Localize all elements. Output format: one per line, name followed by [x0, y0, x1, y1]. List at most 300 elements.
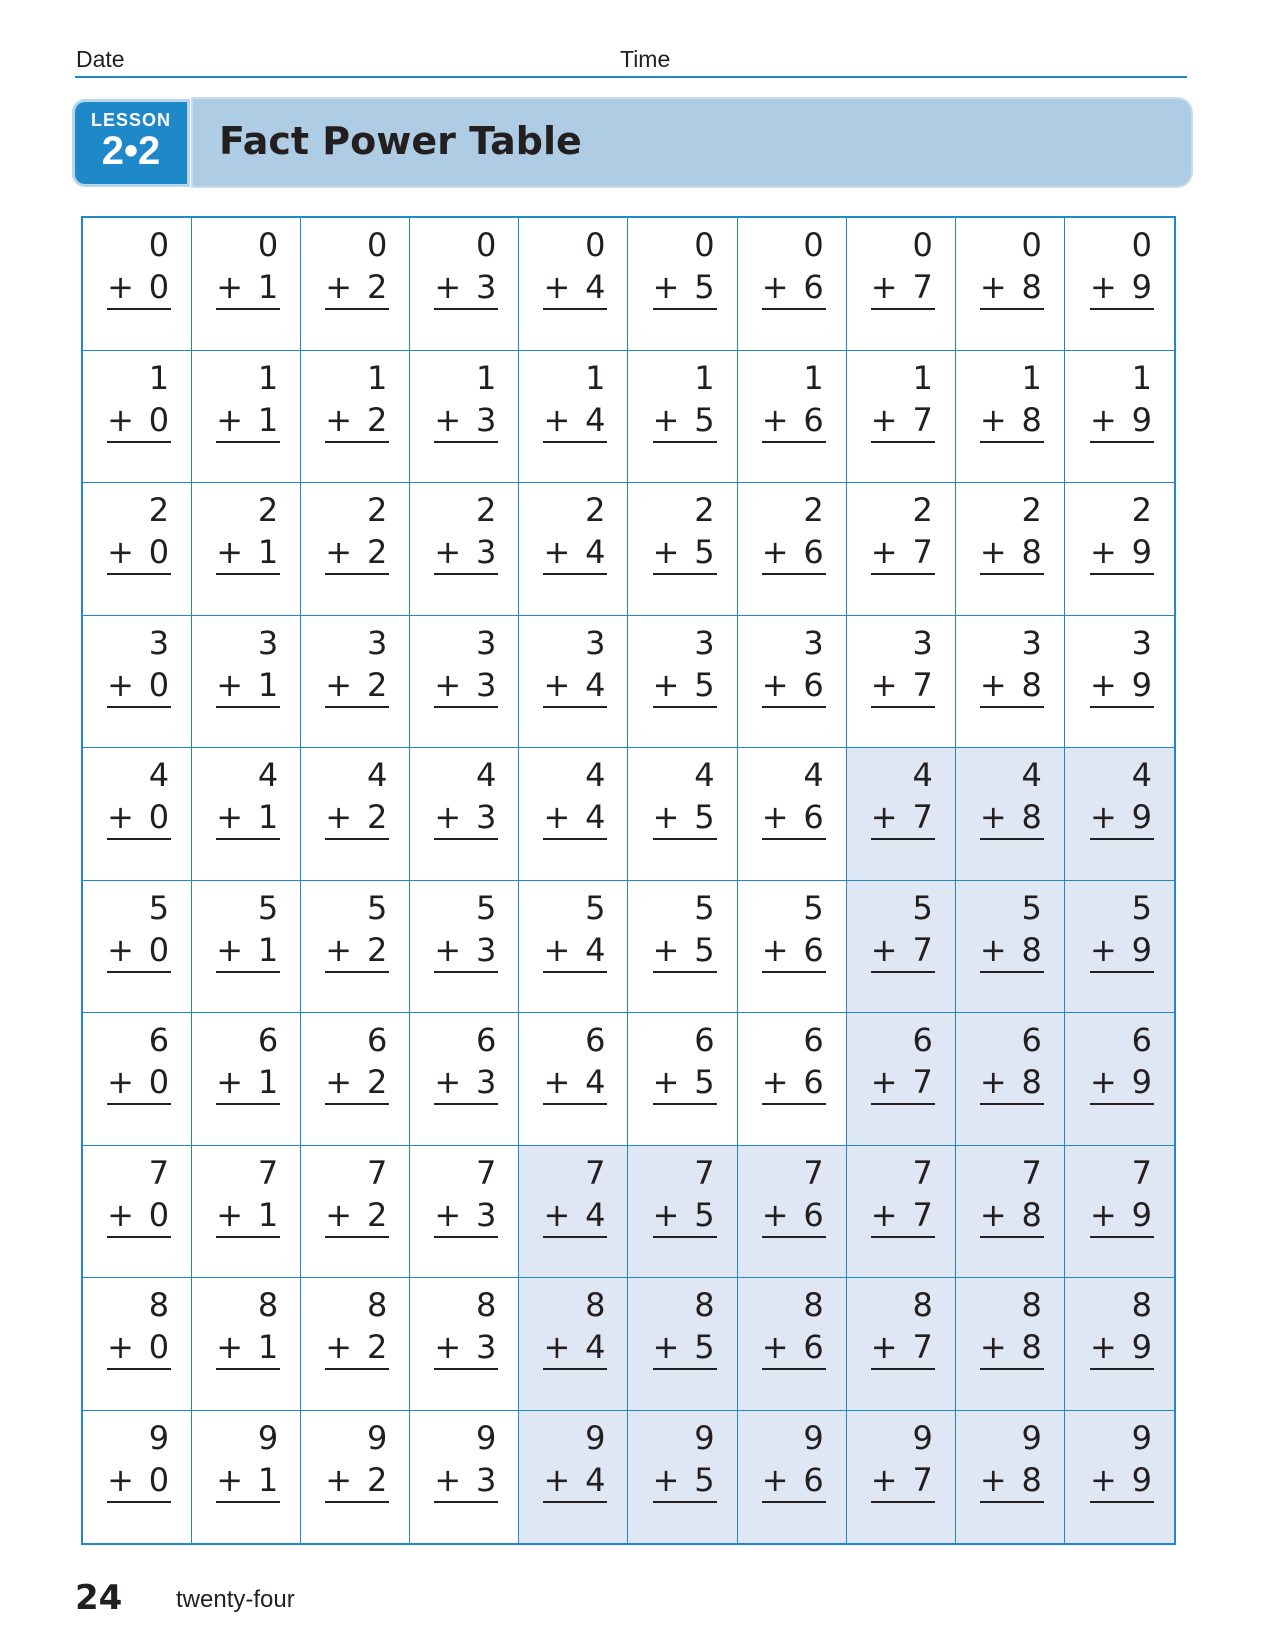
addend-bottom-line	[762, 1061, 826, 1105]
addend-top: 2	[803, 491, 824, 529]
addend-bottom: 5	[694, 400, 715, 439]
addend-top: 7	[366, 1153, 388, 1192]
addend-bottom: 0	[148, 1195, 170, 1234]
fact-cell	[410, 881, 519, 1014]
addend-top: 8	[803, 1286, 824, 1324]
addition-fact	[216, 1284, 280, 1370]
addend-top: 7	[912, 1153, 933, 1192]
addend-bottom-line	[1090, 664, 1154, 708]
fact-cell	[847, 1146, 956, 1279]
addend-bottom: 2	[366, 1195, 388, 1234]
lesson-word: LESSON	[90, 110, 171, 130]
plus-sign: +	[107, 533, 134, 571]
fact-cell	[519, 1146, 628, 1279]
addition-fact	[107, 224, 171, 310]
addition-fact	[325, 224, 389, 310]
addend-top: 9	[476, 1418, 497, 1457]
addend-top: 9	[585, 1418, 606, 1457]
addition-fact	[216, 1152, 280, 1238]
addend-bottom-line	[1090, 266, 1154, 310]
fact-power-table	[81, 216, 1176, 1545]
addend-top: 0	[476, 226, 497, 264]
addend-top: 5	[803, 888, 824, 927]
plus-sign: +	[325, 533, 353, 571]
plus-sign: +	[1089, 400, 1117, 439]
addend-bottom-line	[216, 1061, 280, 1105]
addend-bottom: 4	[585, 798, 606, 836]
addend-bottom-line	[871, 929, 935, 973]
fact-cell	[410, 748, 519, 881]
addend-top: 7	[257, 1153, 279, 1192]
addend-bottom: 1	[257, 798, 279, 836]
plus-sign: +	[1089, 1063, 1117, 1101]
plus-sign: +	[216, 1063, 243, 1101]
fact-cell	[1065, 483, 1174, 616]
fact-cell	[847, 1278, 956, 1411]
addend-bottom: 6	[803, 665, 824, 704]
addend-bottom-line	[325, 399, 389, 443]
addend-top: 6	[694, 1021, 715, 1059]
addend-bottom-line	[762, 531, 826, 575]
addend-bottom-line	[653, 664, 717, 708]
addend-bottom-line	[216, 929, 280, 973]
addition-fact	[1090, 489, 1154, 575]
fact-cell	[847, 483, 956, 616]
fact-cell	[83, 351, 192, 484]
addend-top: 5	[366, 888, 388, 927]
addend-bottom: 5	[694, 1195, 715, 1234]
addend-bottom: 8	[1021, 268, 1042, 306]
addend-bottom: 8	[1021, 1063, 1042, 1101]
plus-sign: +	[652, 1460, 680, 1499]
addend-top: 3	[366, 623, 388, 662]
addition-fact	[653, 224, 717, 310]
addition-fact	[543, 622, 607, 708]
addend-bottom-line	[871, 1061, 935, 1105]
fact-cell	[519, 748, 628, 881]
addition-fact	[325, 1284, 389, 1370]
addend-top: 4	[694, 756, 715, 794]
addend-top: 4	[257, 756, 279, 794]
fact-cell	[519, 351, 628, 484]
addend-top: 3	[1131, 623, 1152, 662]
addend-bottom-line	[762, 1326, 826, 1370]
fact-cell	[847, 1411, 956, 1544]
addend-bottom: 4	[585, 1460, 606, 1499]
addend-bottom-line	[216, 1326, 280, 1370]
addition-fact	[216, 754, 280, 840]
addition-fact	[762, 754, 826, 840]
addend-bottom-line	[762, 796, 826, 840]
addend-top: 1	[912, 358, 933, 397]
addend-bottom: 2	[366, 798, 388, 836]
addend-bottom: 9	[1131, 798, 1152, 836]
addend-top: 4	[1131, 756, 1152, 794]
addend-bottom-line	[107, 796, 171, 840]
addend-bottom-line	[325, 1326, 389, 1370]
addend-top: 1	[366, 358, 388, 397]
addition-fact	[653, 622, 717, 708]
fact-cell	[83, 748, 192, 881]
addend-bottom: 8	[1021, 798, 1042, 836]
addend-top: 2	[912, 491, 933, 529]
plus-sign: +	[761, 1328, 789, 1366]
addend-bottom: 2	[366, 533, 388, 571]
fact-cell	[301, 1146, 410, 1279]
plus-sign: +	[652, 400, 680, 439]
addend-bottom: 7	[912, 1328, 933, 1366]
addend-top: 8	[585, 1286, 606, 1324]
addend-bottom: 6	[803, 1063, 824, 1101]
addition-fact	[107, 1417, 171, 1503]
addend-top: 3	[1021, 623, 1042, 662]
plus-sign: +	[543, 1460, 571, 1499]
addend-top: 1	[694, 358, 715, 397]
addend-bottom: 5	[694, 1063, 715, 1101]
addition-fact	[1090, 224, 1154, 310]
plus-sign: +	[761, 1195, 789, 1234]
addition-fact	[543, 224, 607, 310]
addition-fact	[653, 357, 717, 443]
fact-cell	[83, 616, 192, 749]
lesson-badge	[75, 102, 187, 184]
addend-bottom: 9	[1131, 1328, 1152, 1366]
addend-bottom: 1	[257, 1328, 279, 1366]
fact-cell	[301, 1278, 410, 1411]
addition-fact	[653, 489, 717, 575]
addend-top: 8	[148, 1286, 170, 1324]
addend-bottom: 0	[148, 1063, 170, 1101]
addition-fact	[980, 754, 1044, 840]
fact-cell	[192, 616, 301, 749]
addition-fact	[216, 224, 280, 310]
addend-bottom-line	[434, 266, 498, 310]
addend-bottom-line	[1090, 531, 1154, 575]
addend-bottom-line	[1090, 399, 1154, 443]
addend-bottom-line	[653, 796, 717, 840]
plus-sign: +	[325, 1460, 353, 1499]
addend-bottom-line	[107, 531, 171, 575]
plus-sign: +	[107, 1195, 134, 1234]
addend-bottom: 4	[585, 533, 606, 571]
plus-sign: +	[652, 798, 680, 836]
addend-top: 7	[148, 1153, 170, 1192]
plus-sign: +	[870, 930, 898, 969]
addition-fact	[107, 1284, 171, 1370]
addend-top: 9	[366, 1418, 388, 1457]
addition-fact	[543, 357, 607, 443]
addition-fact	[434, 1152, 498, 1238]
addend-bottom-line	[1090, 796, 1154, 840]
fact-cell	[1065, 616, 1174, 749]
addition-fact	[216, 1019, 280, 1105]
addend-top: 2	[476, 491, 497, 529]
fact-cell	[628, 1411, 737, 1544]
addend-bottom: 4	[585, 400, 606, 439]
addend-bottom: 3	[476, 665, 497, 704]
plus-sign: +	[434, 268, 462, 306]
addition-fact	[871, 224, 935, 310]
addend-bottom-line	[543, 929, 607, 973]
fact-cell	[192, 218, 301, 351]
addend-bottom: 1	[257, 268, 279, 306]
plus-sign: +	[1089, 1460, 1117, 1499]
fact-cell	[410, 351, 519, 484]
plus-sign: +	[216, 1460, 243, 1499]
plus-sign: +	[216, 400, 243, 439]
addend-top: 3	[803, 623, 824, 662]
addend-top: 3	[148, 623, 170, 662]
addend-top: 6	[912, 1021, 933, 1059]
plus-sign: +	[434, 1063, 462, 1101]
addend-bottom: 0	[148, 400, 170, 439]
fact-cell	[410, 218, 519, 351]
addend-bottom-line	[980, 929, 1044, 973]
fact-cell	[519, 1411, 628, 1544]
plus-sign: +	[107, 930, 134, 969]
plus-sign: +	[761, 665, 789, 704]
plus-sign: +	[216, 533, 243, 571]
fact-cell	[519, 1013, 628, 1146]
addend-bottom-line	[543, 399, 607, 443]
addend-bottom-line	[216, 1194, 280, 1238]
fact-cell	[83, 1411, 192, 1544]
addition-fact	[216, 357, 280, 443]
addend-bottom: 8	[1021, 533, 1042, 571]
addend-bottom: 3	[476, 400, 497, 439]
addition-fact	[434, 754, 498, 840]
addend-bottom: 8	[1021, 1328, 1042, 1366]
addend-top: 1	[476, 358, 497, 397]
addend-top: 0	[1021, 226, 1042, 264]
fact-cell	[410, 1146, 519, 1279]
addend-top: 4	[148, 756, 170, 794]
addition-fact	[434, 489, 498, 575]
fact-cell	[628, 881, 737, 1014]
fact-cell	[1065, 1411, 1174, 1544]
plus-sign: +	[434, 930, 462, 969]
addend-bottom-line	[107, 929, 171, 973]
plus-sign: +	[870, 533, 898, 571]
addend-top: 6	[1131, 1021, 1152, 1059]
plus-sign: +	[652, 1063, 680, 1101]
addend-top: 6	[366, 1021, 388, 1059]
addition-fact	[543, 489, 607, 575]
addend-bottom-line	[107, 664, 171, 708]
addend-bottom: 3	[476, 930, 497, 969]
fact-cell	[956, 351, 1065, 484]
addend-bottom: 7	[912, 268, 933, 306]
addend-bottom: 3	[476, 1063, 497, 1101]
plus-sign: +	[652, 930, 680, 969]
addend-top: 5	[585, 888, 606, 927]
addend-bottom: 6	[803, 1195, 824, 1234]
fact-cell	[956, 616, 1065, 749]
addition-fact	[762, 224, 826, 310]
fact-cell	[956, 748, 1065, 881]
addition-fact	[980, 622, 1044, 708]
addition-fact	[434, 224, 498, 310]
plus-sign: +	[761, 930, 789, 969]
addend-bottom: 7	[912, 930, 933, 969]
addition-fact	[543, 1417, 607, 1503]
fact-cell	[410, 1013, 519, 1146]
addend-bottom-line	[434, 399, 498, 443]
addend-bottom-line	[1090, 1194, 1154, 1238]
plus-sign: +	[543, 533, 571, 571]
addend-top: 4	[476, 756, 497, 794]
fact-cell	[847, 1013, 956, 1146]
addend-bottom-line	[653, 531, 717, 575]
addition-fact	[1090, 1019, 1154, 1105]
addend-bottom-line	[325, 266, 389, 310]
addition-fact	[1090, 1417, 1154, 1503]
addend-top: 8	[366, 1286, 388, 1324]
addition-fact	[871, 1019, 935, 1105]
addend-bottom: 8	[1021, 1460, 1042, 1499]
fact-cell	[519, 1278, 628, 1411]
fact-cell	[1065, 748, 1174, 881]
fact-cell	[192, 748, 301, 881]
addition-fact	[653, 1152, 717, 1238]
addend-bottom-line	[653, 1326, 717, 1370]
plus-sign: +	[1089, 665, 1117, 704]
addend-bottom: 6	[803, 1328, 824, 1366]
fact-cell	[847, 616, 956, 749]
plus-sign: +	[979, 1460, 1007, 1499]
addend-top: 3	[694, 623, 715, 662]
addition-fact	[1090, 887, 1154, 973]
addition-fact	[1090, 1284, 1154, 1370]
addition-fact	[980, 1019, 1044, 1105]
addend-top: 9	[148, 1418, 170, 1457]
plus-sign: +	[325, 1328, 353, 1366]
addend-bottom: 4	[585, 1328, 606, 1366]
addend-top: 0	[257, 226, 279, 264]
addend-bottom-line	[871, 796, 935, 840]
addend-bottom-line	[434, 1459, 498, 1503]
addend-top: 4	[803, 756, 824, 794]
addend-bottom-line	[653, 1459, 717, 1503]
addend-top: 1	[1131, 358, 1152, 397]
addition-fact	[980, 887, 1044, 973]
fact-cell	[1065, 351, 1174, 484]
addend-bottom: 5	[694, 798, 715, 836]
plus-sign: +	[216, 798, 243, 836]
addend-bottom-line	[543, 1061, 607, 1105]
addend-bottom: 1	[257, 1063, 279, 1101]
addend-bottom: 2	[366, 665, 388, 704]
addition-fact	[762, 1417, 826, 1503]
addend-bottom-line	[325, 664, 389, 708]
addend-bottom-line	[762, 399, 826, 443]
addend-top: 6	[585, 1021, 606, 1059]
plus-sign: +	[434, 1195, 462, 1234]
fact-cell	[956, 1146, 1065, 1279]
plus-sign: +	[652, 533, 680, 571]
time-label: Time	[620, 46, 671, 72]
addend-bottom-line	[871, 531, 935, 575]
addend-bottom-line	[543, 1326, 607, 1370]
addend-top: 2	[585, 491, 606, 529]
plus-sign: +	[870, 1063, 898, 1101]
plus-sign: +	[216, 665, 243, 704]
page-number-words: twenty-four	[176, 1586, 295, 1613]
plus-sign: +	[652, 268, 680, 306]
addition-fact	[871, 489, 935, 575]
addend-top: 2	[366, 491, 388, 529]
addend-bottom-line	[107, 266, 171, 310]
addition-fact	[325, 622, 389, 708]
addend-top: 5	[476, 888, 497, 927]
addend-bottom: 9	[1131, 1063, 1152, 1101]
addend-top: 0	[148, 226, 170, 264]
addend-bottom-line	[762, 266, 826, 310]
addend-bottom: 0	[148, 665, 170, 704]
addend-top: 2	[148, 491, 170, 529]
fact-cell	[956, 1411, 1065, 1544]
addition-fact	[543, 1284, 607, 1370]
addend-bottom: 9	[1131, 930, 1152, 969]
plus-sign: +	[1089, 798, 1117, 836]
fact-cell	[83, 218, 192, 351]
addend-top: 8	[694, 1286, 715, 1324]
fact-cell	[519, 483, 628, 616]
addition-fact	[762, 1284, 826, 1370]
addend-top: 6	[476, 1021, 497, 1059]
addition-fact	[216, 489, 280, 575]
fact-cell	[83, 1013, 192, 1146]
plus-sign: +	[979, 798, 1007, 836]
addend-bottom: 4	[585, 665, 606, 704]
addend-top: 6	[1021, 1021, 1042, 1059]
date-label: Date	[76, 46, 125, 72]
addend-bottom: 2	[366, 268, 388, 306]
plus-sign: +	[761, 798, 789, 836]
plus-sign: +	[761, 1460, 789, 1499]
addend-top: 9	[912, 1418, 933, 1457]
fact-cell	[301, 1411, 410, 1544]
fact-cell	[738, 881, 847, 1014]
addend-bottom-line	[107, 1061, 171, 1105]
fact-cell	[192, 1278, 301, 1411]
fact-cell	[847, 218, 956, 351]
addend-bottom-line	[325, 1194, 389, 1238]
addition-fact	[762, 622, 826, 708]
addend-bottom-line	[871, 1194, 935, 1238]
addend-bottom-line	[762, 664, 826, 708]
plus-sign: +	[325, 1195, 353, 1234]
addend-bottom-line	[980, 664, 1044, 708]
fact-cell	[628, 616, 737, 749]
addend-bottom: 8	[1021, 930, 1042, 969]
addend-top: 7	[1021, 1153, 1042, 1192]
plus-sign: +	[325, 268, 353, 306]
plus-sign: +	[1089, 1195, 1117, 1234]
addition-fact	[107, 1152, 171, 1238]
addition-fact	[980, 1152, 1044, 1238]
addend-bottom: 1	[257, 400, 279, 439]
fact-cell	[410, 1411, 519, 1544]
addend-bottom: 0	[148, 930, 170, 969]
addition-fact	[434, 1019, 498, 1105]
addend-bottom-line	[434, 531, 498, 575]
fact-cell	[956, 218, 1065, 351]
addend-bottom-line	[216, 266, 280, 310]
fact-cell	[847, 351, 956, 484]
addition-fact	[653, 1019, 717, 1105]
addend-bottom-line	[653, 929, 717, 973]
